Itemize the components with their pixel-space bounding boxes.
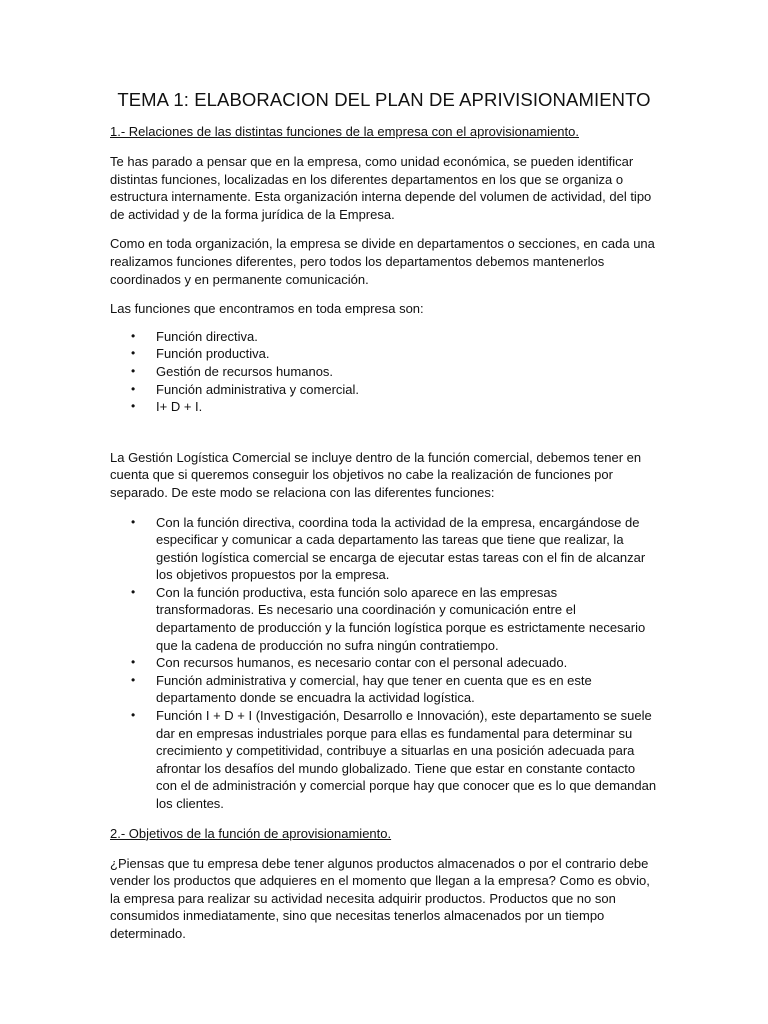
list-item-text: Función productiva.: [156, 346, 270, 362]
bullet-icon: •: [131, 363, 136, 378]
list-item-text: Función administrativa y comercial, hay que tener en cuenta que es en este departamento donde se encuadra la actividad logística.: [156, 672, 592, 706]
list-item: [110, 584, 658, 654]
list-item-text: Gestión de recursos humanos.: [156, 363, 334, 379]
list-item: [110, 514, 658, 584]
bullet-icon: •: [131, 584, 136, 599]
section-2-heading: 2.- Objetivos de la función de aprovisionamiento.: [110, 825, 392, 841]
list-item: [110, 707, 658, 813]
list-item-text: Función I + D + I (Investigación, Desarrollo e Innovación), este departamento se suele dar en empresas industriales porque para ellas es fundamental para determinar su crecimiento y competitividad, contribuye a situarlas en una posición adecuada para afrontar los desafíos del mundo globalizado. Tiene que estar en constante contacto con el de administración y comercial porque hay que conocer que es lo que demandan los clientes.: [156, 708, 657, 811]
list-item-text: Función administrativa y comercial.: [156, 381, 360, 397]
list-item: [110, 381, 658, 399]
list-item: [110, 654, 658, 672]
list-item-text: Con recursos humanos, es necesario contar con el personal adecuado.: [156, 655, 568, 671]
bullet-icon: •: [131, 346, 136, 361]
section-1-paragraph-2: Como en toda organización, la empresa se divide en departamentos o secciones, en cada una realizamos funciones diferentes, pero todos los departamentos debemos mantenerlos coordinados y en permanente comunicación.: [110, 236, 655, 287]
section-1-paragraph-1: Te has parado a pensar que en la empresa, como unidad económica, se pueden identificar distintas funciones, localizadas en los diferentes departamentos en los que se organiza o estructura internamente. Esta organización interna depende del volumen de actividad, del tipo de actividad y de la forma jurídica de la Empresa.: [110, 154, 652, 222]
list-item-text: Función directiva.: [156, 328, 258, 344]
list-item-text: Con la función productiva, esta función solo aparece en las empresas transformadoras. Es necesario una coordinación y comunicación entre el departamento de producción y la función logística porque es estrictamente necesario que la cadena de producción no sufra ningún contratiempo.: [156, 584, 646, 653]
list-item: [110, 363, 658, 381]
list-item: [110, 345, 658, 363]
section-1-paragraph-4: La Gestión Logística Comercial se incluye dentro de la función comercial, debemos tener en cuenta que si queremos conseguir los objetivos no cabe la realización de funciones por separado. De este modo se relaciona con las diferentes funciones:: [110, 449, 642, 500]
bullet-icon: •: [131, 514, 136, 529]
bullet-icon: •: [131, 708, 136, 723]
list-item-text: I+ D + I.: [156, 399, 203, 415]
section-2-paragraph-1: ¿Piensas que tu empresa debe tener algunos productos almacenados o por el contrario debe vender los productos que adquieres en el momento que llegan a la empresa? Como es obvio, la empresa para realizar su actividad necesita adquirir productos. Productos que no son consumidos inmediatamente, sino que necesitas tenerlos almacenados por un tiempo determinado.: [110, 855, 650, 941]
bullet-icon: •: [131, 328, 136, 343]
list-item: [110, 398, 658, 416]
bullet-icon: •: [131, 381, 136, 396]
list-item: [110, 328, 658, 346]
bullet-icon: •: [131, 655, 136, 670]
bullet-icon: •: [131, 672, 136, 687]
section-1-heading: 1.- Relaciones de las distintas funciones de la empresa con el aprovisionamiento.: [110, 124, 579, 139]
bullet-icon: •: [131, 399, 136, 414]
relations-list: [110, 514, 658, 813]
functions-list: [110, 328, 658, 416]
list-item-text: Con la función directiva, coordina toda la actividad de la empresa, encargándose de especificar y comunicar a cada departamento las tareas que tiene que realizar, la gestión logística comercial se encarga de ejecutar estas tareas con el fin de alcanzar los objetivos propuestos por la empresa.: [156, 514, 646, 583]
document-title: TEMA 1: ELABORACION DEL PLAN DE APRIVISIONAMIENTO: [117, 89, 651, 110]
list-item: [110, 672, 658, 707]
section-1-paragraph-3: Las funciones que encontramos en toda empresa son:: [110, 301, 424, 317]
